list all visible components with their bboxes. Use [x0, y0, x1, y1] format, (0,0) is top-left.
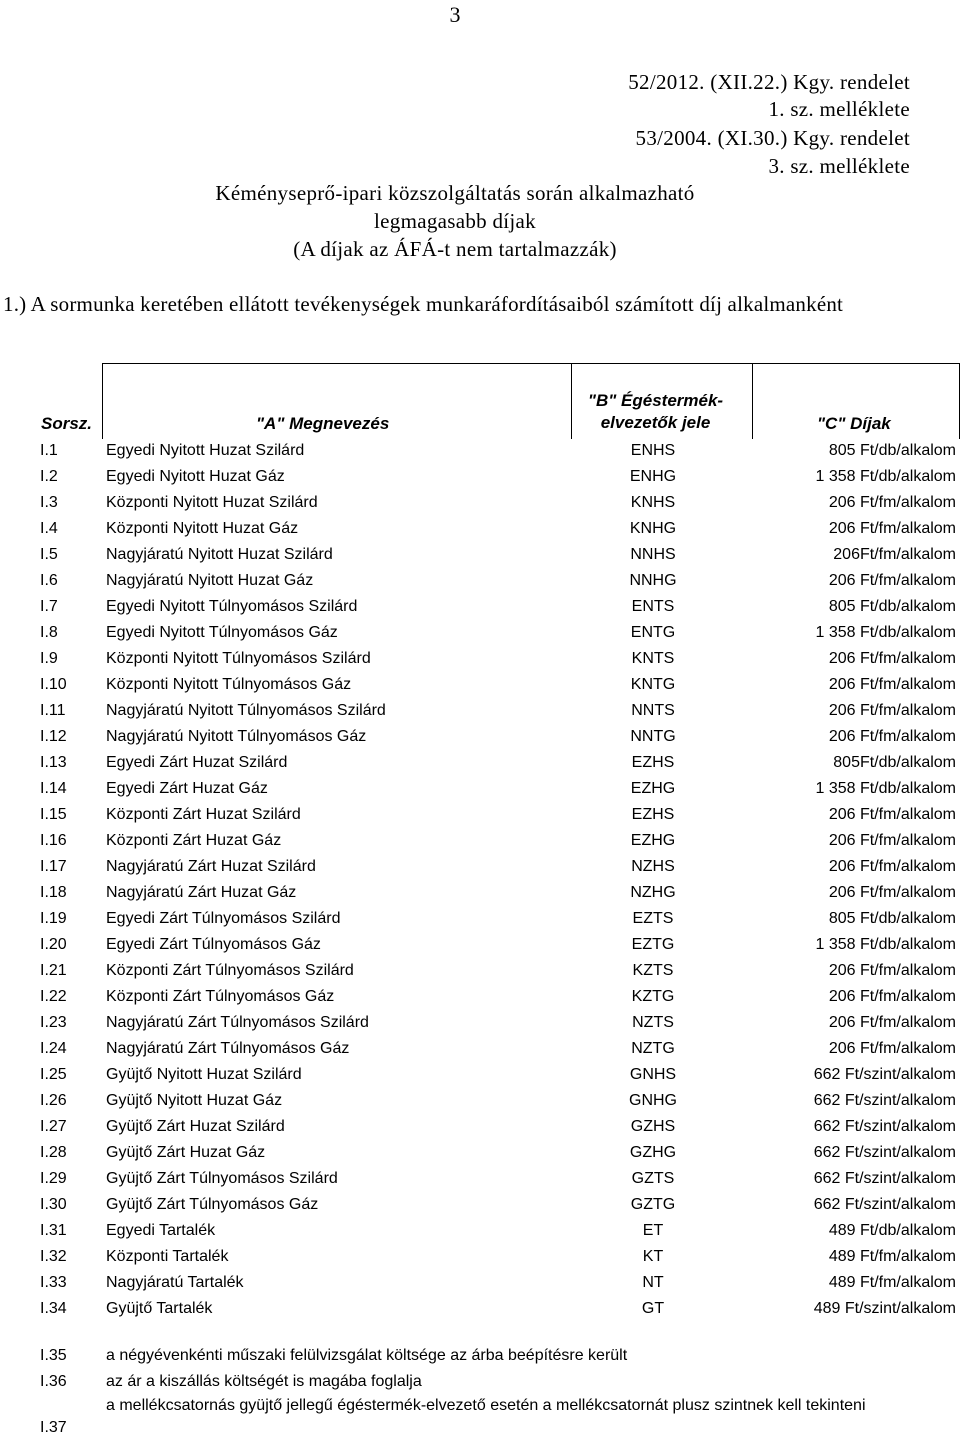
annex-reference-2: 3. sz. melléklete [768, 154, 910, 178]
row-code: NNTG [630, 728, 676, 745]
row-code: KNTG [630, 676, 676, 693]
row-code: EZHS [631, 806, 675, 823]
row-code: GNHG [629, 1092, 677, 1109]
row-code: GZTG [630, 1196, 676, 1213]
table-row [0, 1140, 960, 1166]
row-name: Nagyjáratú Zárt Huzat Szilárd [106, 858, 316, 875]
row-name: Egyedi Zárt Huzat Gáz [106, 780, 268, 797]
row-number: I.7 [40, 598, 58, 615]
row-fee: 206 Ft/fm/alkalom [828, 1014, 956, 1031]
row-name: Központi Tartalék [106, 1248, 229, 1265]
table-row [0, 802, 960, 828]
row-code: KT [642, 1248, 664, 1265]
row-fee: 805Ft/db/alkalom [833, 754, 956, 771]
row-number: I.6 [40, 572, 58, 589]
header-sorsz: Sorsz. [41, 414, 93, 433]
row-fee: 206 Ft/fm/alkalom [828, 1040, 956, 1057]
row-fee: 805 Ft/db/alkalom [828, 598, 956, 615]
table-row [0, 776, 960, 802]
row-code: ET [642, 1222, 664, 1239]
column-divider [752, 363, 753, 439]
table-row [0, 1270, 960, 1296]
row-fee: 206 Ft/fm/alkalom [828, 702, 956, 719]
row-name: Egyedi Nyitott Huzat Szilárd [106, 442, 305, 459]
row-fee: 206 Ft/fm/alkalom [828, 988, 956, 1005]
row-fee: 206 Ft/fm/alkalom [828, 728, 956, 745]
row-code: NZHS [631, 858, 675, 875]
row-name: Nagyjáratú Nyitott Huzat Gáz [106, 572, 314, 589]
row-code: EZHS [631, 754, 675, 771]
row-fee: 805 Ft/db/alkalom [828, 910, 956, 927]
row-number: I.9 [40, 650, 58, 667]
table-row [0, 880, 960, 906]
row-code: KNHG [629, 520, 677, 537]
table-row [0, 646, 960, 672]
table-row [0, 1036, 960, 1062]
row-name: Gyüjtő Nyitott Huzat Szilárd [106, 1066, 302, 1083]
row-fee: 662 Ft/szint/alkalom [813, 1066, 956, 1083]
row-fee: 206Ft/fm/alkalom [833, 546, 956, 563]
table-row [0, 1296, 960, 1322]
table-row [0, 1114, 960, 1140]
header-code [578, 390, 733, 434]
row-code: KNHS [630, 494, 676, 511]
row-fee: 662 Ft/szint/alkalom [813, 1144, 956, 1161]
regulation-reference-1: 52/2012. (XII.22.) Kgy. rendelet [628, 70, 910, 94]
row-fee: 1 358 Ft/db/alkalom [815, 780, 956, 797]
table-row [0, 1192, 960, 1218]
row-number: I.3 [40, 494, 58, 511]
note-text: a négyévenkénti műszaki felülvizsgálat költsége az árba beépítésre került [106, 1347, 628, 1364]
row-code: KNTS [631, 650, 675, 667]
row-fee: 1 358 Ft/db/alkalom [815, 468, 956, 485]
row-fee: 206 Ft/fm/alkalom [828, 650, 956, 667]
row-fee: 206 Ft/fm/alkalom [828, 884, 956, 901]
row-code: EZTS [632, 910, 674, 927]
row-number: I.27 [40, 1118, 67, 1135]
row-code: EZHG [630, 780, 676, 797]
row-name: Központi Nyitott Huzat Szilárd [106, 494, 318, 511]
row-code: ENTG [630, 624, 676, 641]
table-row [0, 906, 960, 932]
table-row [0, 568, 960, 594]
row-code: ENHS [630, 442, 676, 459]
row-fee: 206 Ft/fm/alkalom [828, 520, 956, 537]
row-name: Egyedi Tartalék [106, 1222, 216, 1239]
note-number: I.36 [40, 1373, 67, 1390]
row-code: GZHG [629, 1144, 677, 1161]
row-name: Központi Zárt Túlnyomásos Szilárd [106, 962, 354, 979]
table-row [0, 1062, 960, 1088]
row-fee: 206 Ft/fm/alkalom [828, 962, 956, 979]
table-row [0, 932, 960, 958]
row-fee: 206 Ft/fm/alkalom [828, 572, 956, 589]
row-name: Központi Zárt Túlnyomásos Gáz [106, 988, 335, 1005]
row-name: Gyüjtő Zárt Túlnyomásos Szilárd [106, 1170, 338, 1187]
row-code: KZTS [632, 962, 674, 979]
header-code-line-1: "B" Égéstermék- [587, 391, 724, 410]
row-number: I.22 [40, 988, 67, 1005]
row-fee: 206 Ft/fm/alkalom [828, 806, 956, 823]
row-name: Nagyjáratú Nyitott Túlnyomásos Szilárd [106, 702, 386, 719]
column-divider [102, 363, 103, 439]
row-fee: 206 Ft/fm/alkalom [828, 494, 956, 511]
row-number: I.31 [40, 1222, 67, 1239]
row-number: I.20 [40, 936, 67, 953]
row-code: NT [642, 1274, 664, 1291]
row-name: Gyüjtő Zárt Huzat Szilárd [106, 1118, 285, 1135]
row-number: I.24 [40, 1040, 67, 1057]
row-code: NZTG [631, 1040, 675, 1057]
row-number: I.10 [40, 676, 67, 693]
row-code: ENHG [629, 468, 677, 485]
row-number: I.12 [40, 728, 67, 745]
table-row [0, 1244, 960, 1270]
row-number: I.25 [40, 1066, 67, 1083]
row-code: NNTS [631, 702, 675, 719]
table-row [0, 854, 960, 880]
row-code: NNHS [630, 546, 676, 563]
document-title-note: (A díjak az ÁFÁ-t nem tartalmazzák) [293, 237, 617, 261]
table-row [0, 984, 960, 1010]
row-fee: 662 Ft/szint/alkalom [813, 1170, 956, 1187]
row-code: NZHG [630, 884, 676, 901]
table-row [0, 620, 960, 646]
row-name: Egyedi Zárt Túlnyomásos Szilárd [106, 910, 341, 927]
table-row [0, 698, 960, 724]
document-title-line-2: legmagasabb díjak [374, 209, 536, 233]
table-row [0, 490, 960, 516]
row-name: Egyedi Zárt Túlnyomásos Gáz [106, 936, 321, 953]
table-row [0, 438, 960, 464]
document-title-line-1: Kéményseprő-ipari közszolgáltatás során alkalmazható [215, 181, 695, 205]
table-row [0, 1010, 960, 1036]
table-row [0, 1166, 960, 1192]
row-fee: 1 358 Ft/db/alkalom [815, 624, 956, 641]
header-code-line-2: elvezetők jele [600, 413, 711, 432]
row-number: I.33 [40, 1274, 67, 1291]
row-fee: 489 Ft/fm/alkalom [828, 1248, 956, 1265]
note-number: I.37 [40, 1419, 67, 1436]
row-number: I.28 [40, 1144, 67, 1161]
row-name: Egyedi Nyitott Túlnyomásos Szilárd [106, 598, 358, 615]
row-number: I.15 [40, 806, 67, 823]
row-number: I.4 [40, 520, 58, 537]
row-code: EZHG [630, 832, 676, 849]
row-number: I.8 [40, 624, 58, 641]
row-number: I.2 [40, 468, 58, 485]
row-code: ENTS [631, 598, 675, 615]
table-row [0, 1218, 960, 1244]
table-row [0, 828, 960, 854]
row-fee: 662 Ft/szint/alkalom [813, 1092, 956, 1109]
table-row [0, 464, 960, 490]
row-fee: 206 Ft/fm/alkalom [828, 676, 956, 693]
row-name: Központi Zárt Huzat Gáz [106, 832, 282, 849]
row-fee: 662 Ft/szint/alkalom [813, 1118, 956, 1135]
row-fee: 489 Ft/db/alkalom [828, 1222, 956, 1239]
note-text: a mellékcsatornás gyüjtő jellegű égéstermék-elvezető esetén a mellékcsatornát plusz szintnek kell tekinteni [106, 1397, 866, 1414]
column-divider [571, 363, 572, 439]
row-fee: 1 358 Ft/db/alkalom [815, 936, 956, 953]
table-row [0, 672, 960, 698]
row-name: Egyedi Nyitott Túlnyomásos Gáz [106, 624, 338, 641]
row-number: I.14 [40, 780, 67, 797]
row-name: Gyüjtő Nyitott Huzat Gáz [106, 1092, 283, 1109]
annex-reference-1: 1. sz. melléklete [768, 97, 910, 121]
row-name: Központi Zárt Huzat Szilárd [106, 806, 301, 823]
row-number: I.18 [40, 884, 67, 901]
table-row [0, 750, 960, 776]
note-number: I.35 [40, 1347, 67, 1364]
row-name: Gyüjtő Tartalék [106, 1300, 213, 1317]
table-top-border [102, 363, 960, 364]
row-number: I.34 [40, 1300, 67, 1317]
header-fee: "C" Díjak [817, 414, 891, 433]
row-fee: 206 Ft/fm/alkalom [828, 832, 956, 849]
row-code: KZTG [631, 988, 675, 1005]
row-number: I.13 [40, 754, 67, 771]
row-number: I.11 [40, 702, 66, 719]
row-name: Nagyjáratú Tartalék [106, 1274, 244, 1291]
row-number: I.17 [40, 858, 67, 875]
row-name: Nagyjáratú Nyitott Huzat Szilárd [106, 546, 333, 563]
row-fee: 489 Ft/fm/alkalom [828, 1274, 956, 1291]
table-row [0, 594, 960, 620]
row-code: NZTS [632, 1014, 674, 1031]
row-code: GT [641, 1300, 665, 1317]
row-number: I.26 [40, 1092, 67, 1109]
row-name: Nagyjáratú Zárt Túlnyomásos Szilárd [106, 1014, 369, 1031]
row-fee: 805 Ft/db/alkalom [828, 442, 956, 459]
section-heading: 1.) A sormunka keretében ellátott tevékenységek munkaráfordításaiból számított díj alkalmanként [3, 292, 844, 316]
row-fee: 206 Ft/fm/alkalom [828, 858, 956, 875]
row-fee: 662 Ft/szint/alkalom [813, 1196, 956, 1213]
note-text: az ár a kiszállás költségét is magába foglalja [106, 1373, 422, 1390]
row-name: Központi Nyitott Túlnyomásos Szilárd [106, 650, 371, 667]
row-name: Egyedi Nyitott Huzat Gáz [106, 468, 285, 485]
table-row [0, 542, 960, 568]
row-name: Egyedi Zárt Huzat Szilárd [106, 754, 288, 771]
row-code: GZHS [630, 1118, 676, 1135]
row-name: Gyüjtő Zárt Huzat Gáz [106, 1144, 266, 1161]
row-code: GNHS [629, 1066, 677, 1083]
row-name: Nagyjáratú Nyitott Túlnyomásos Gáz [106, 728, 367, 745]
row-name: Központi Nyitott Huzat Gáz [106, 520, 299, 537]
row-number: I.16 [40, 832, 67, 849]
row-number: I.1 [40, 442, 58, 459]
table-row [0, 516, 960, 542]
row-number: I.32 [40, 1248, 67, 1265]
row-name: Nagyjáratú Zárt Túlnyomásos Gáz [106, 1040, 350, 1057]
row-number: I.5 [40, 546, 58, 563]
regulation-reference-2: 53/2004. (XI.30.) Kgy. rendelet [635, 126, 910, 150]
table-row [0, 958, 960, 984]
row-name: Nagyjáratú Zárt Huzat Gáz [106, 884, 297, 901]
row-name: Központi Nyitott Túlnyomásos Gáz [106, 676, 352, 693]
row-number: I.19 [40, 910, 67, 927]
table-row [0, 724, 960, 750]
page-number: 3 [449, 2, 461, 27]
row-number: I.29 [40, 1170, 67, 1187]
row-number: I.23 [40, 1014, 67, 1031]
row-number: I.21 [40, 962, 67, 979]
row-name: Gyüjtő Zárt Túlnyomásos Gáz [106, 1196, 319, 1213]
row-code: NNHG [629, 572, 677, 589]
row-code: EZTG [631, 936, 675, 953]
table-row [0, 1088, 960, 1114]
row-code: GZTS [631, 1170, 675, 1187]
header-name: "A" Megnevezés [256, 414, 390, 433]
row-number: I.30 [40, 1196, 67, 1213]
row-fee: 489 Ft/szint/alkalom [813, 1300, 956, 1317]
